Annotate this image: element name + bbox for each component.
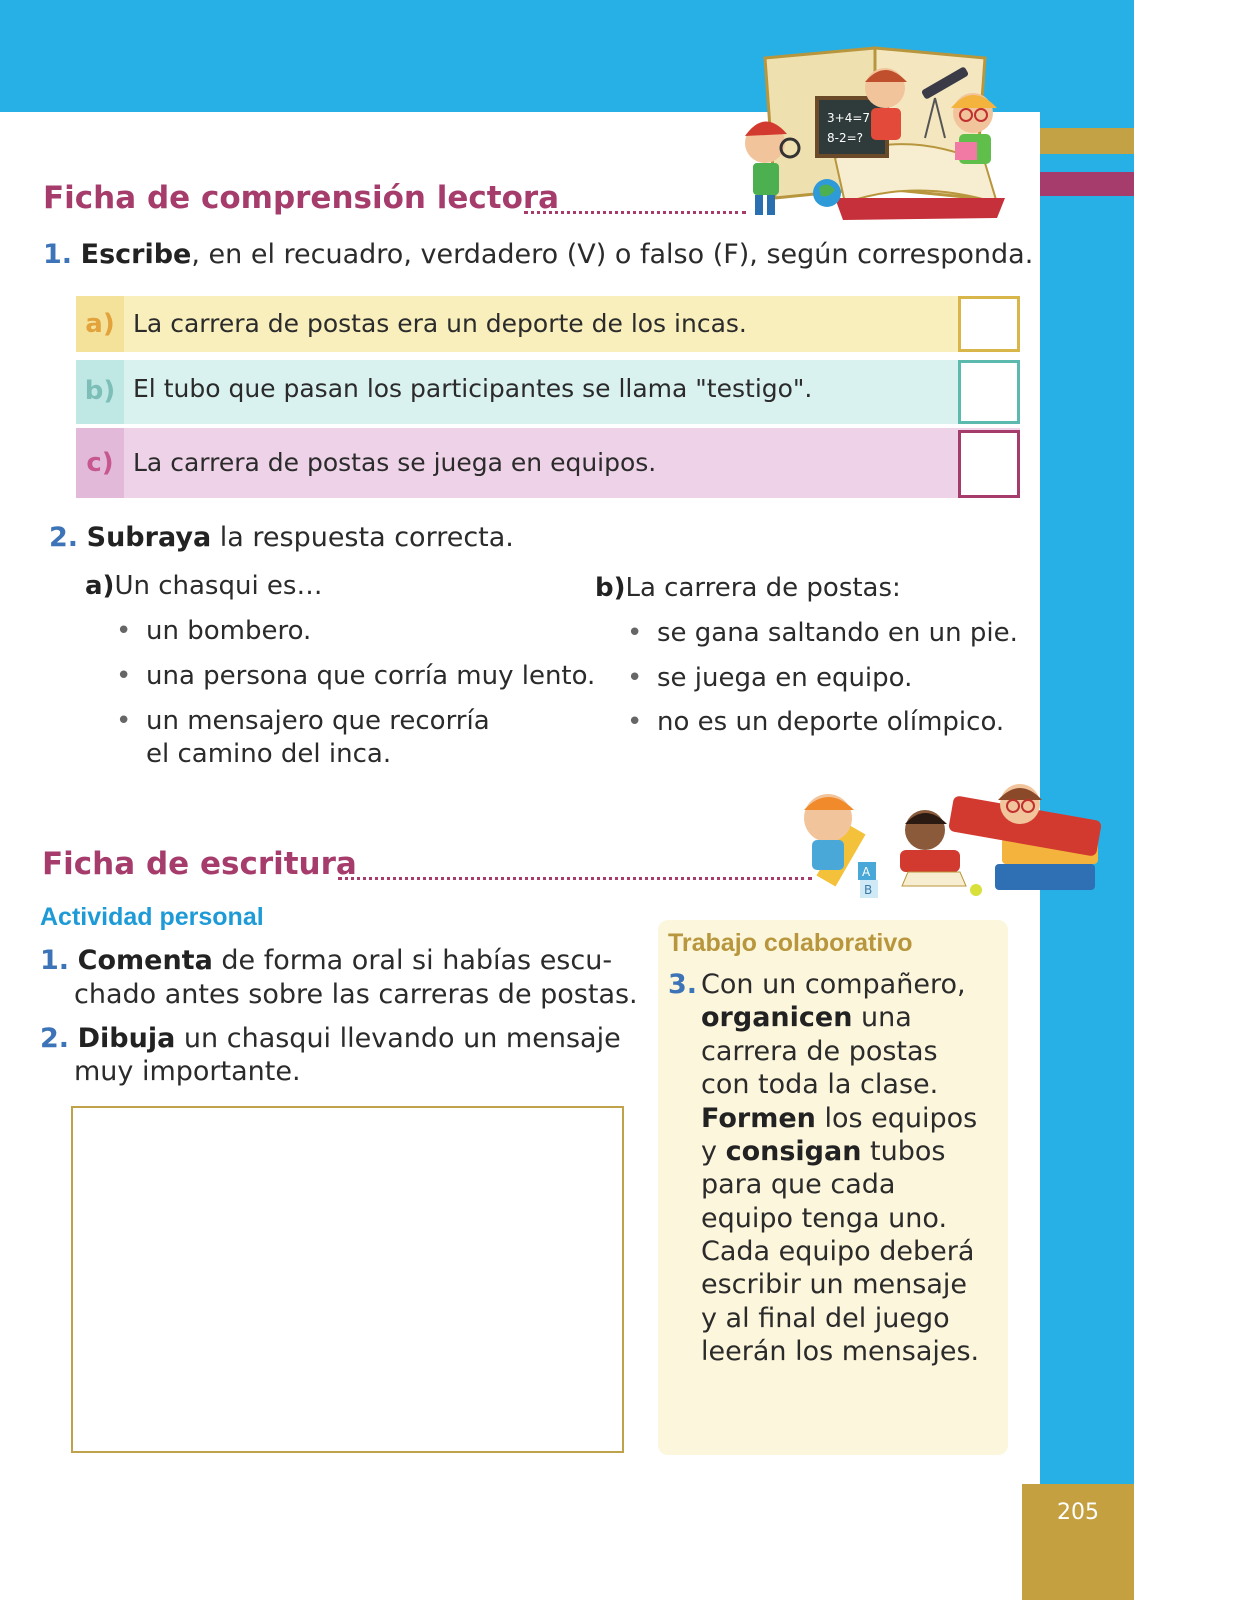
statement-row-c [76, 428, 1020, 498]
question-1-reading [43, 238, 1033, 272]
collab-line-12: leerán los mensajes. [701, 1336, 980, 1367]
collab-line-2: organicen una [701, 1002, 912, 1033]
question-text: de forma oral si habías escu- [212, 945, 613, 976]
collab-line-7: para que cada [701, 1169, 896, 1200]
question-verb: Subraya [86, 522, 212, 553]
option-b2[interactable]: • se juega en equipo. [627, 663, 913, 693]
question-verb: Dibuja [77, 1023, 176, 1054]
statement-letter: b) [76, 360, 124, 424]
statement-row-a [76, 296, 1020, 352]
question-verb: Escribe [80, 239, 192, 270]
statement-letter: c) [76, 428, 124, 498]
collab-line-6: y consigan tubos [701, 1136, 946, 1167]
ball-illustration [970, 884, 982, 896]
globe-illustration [813, 179, 841, 207]
option-b1[interactable]: • se gana saltando en un pie. [627, 618, 1018, 648]
subquestion-stem: Un chasqui es… [114, 571, 323, 601]
svg-text:3+4=7: 3+4=7 [827, 111, 871, 125]
statement-row-b [76, 360, 1020, 424]
svg-text:8-2=?: 8-2=? [827, 131, 864, 145]
subquestion-label: b) [595, 573, 626, 603]
option-b3[interactable]: • no es un deporte olímpico. [627, 707, 1005, 737]
question-number: 1. [43, 239, 73, 270]
subquestion-stem: La carrera de postas: [625, 573, 901, 603]
collab-line-11: y al final del juego [701, 1303, 950, 1334]
side-tab-gold [1040, 128, 1134, 154]
collab-line-8: equipo tenga uno. [701, 1203, 948, 1234]
option-a2[interactable]: • una persona que corría muy lento. [116, 661, 596, 691]
question-text: la respuesta correcta. [211, 522, 514, 553]
question-number: 2. [49, 522, 79, 553]
svg-text:B: B [864, 883, 873, 897]
svg-text:A: A [862, 865, 871, 879]
collaborative-label: Trabajo colaborativo [668, 929, 913, 957]
question-verb: Comenta [77, 945, 213, 976]
collab-line-4: con toda la clase. [701, 1069, 939, 1100]
drawing-area[interactable] [71, 1106, 624, 1453]
kids-reading-illustration [735, 38, 1025, 224]
option-a1[interactable]: • un bombero. [116, 616, 312, 646]
collab-line-3: carrera de postas [701, 1036, 938, 1067]
question-text: , en el recuadro, verdadero (V) o falso (F), según corresponda. [191, 239, 1034, 270]
question-2-writing [40, 1022, 621, 1056]
collab-line-9: Cada equipo deberá [701, 1236, 975, 1267]
title-dotted-line [524, 211, 746, 214]
statement-text: La carrera de postas se juega en equipos. [133, 448, 657, 477]
answer-box-a[interactable] [958, 296, 1020, 352]
question-text: un chasqui llevando un mensaje [175, 1023, 621, 1054]
statement-letter: a) [76, 296, 124, 352]
question-number: 2. [40, 1023, 70, 1054]
page-number: 205 [1057, 1500, 1099, 1525]
statement-text: La carrera de postas era un deporte de los incas. [133, 309, 747, 338]
collab-line-10: escribir un mensaje [701, 1269, 968, 1300]
personal-activity-label: Actividad personal [40, 903, 264, 931]
collab-line-1: Con un compañero, [701, 969, 966, 1000]
question-number: 1. [40, 945, 70, 976]
toy-blocks-illustration [858, 862, 878, 898]
kids-writing-illustration [790, 780, 1110, 910]
answer-box-b[interactable] [958, 360, 1020, 424]
question-2-writing-continued: muy importante. [74, 1056, 301, 1087]
subquestion-label: a) [85, 571, 115, 601]
side-tab-plum [1040, 172, 1134, 196]
question-number: 3. [668, 969, 698, 1000]
option-a3-continued[interactable]: el camino del inca. [146, 739, 392, 769]
collab-line-5: Formen los equipos [701, 1103, 978, 1134]
option-a3[interactable]: • un mensajero que recorría [116, 706, 490, 736]
subquestion-a [85, 570, 322, 603]
title-dotted-line [338, 877, 812, 880]
question-1-writing [40, 944, 612, 978]
subquestion-b [595, 572, 901, 605]
question-2-reading [49, 521, 514, 555]
answer-box-c[interactable] [958, 430, 1020, 498]
question-1-writing-continued: chado antes sobre las carreras de postas. [74, 979, 638, 1010]
statement-text: El tubo que pasan los participantes se llama "testigo". [133, 374, 813, 403]
section-title-reading: Ficha de comprensión lectora [43, 180, 560, 216]
section-title-writing: Ficha de escritura [42, 846, 357, 882]
